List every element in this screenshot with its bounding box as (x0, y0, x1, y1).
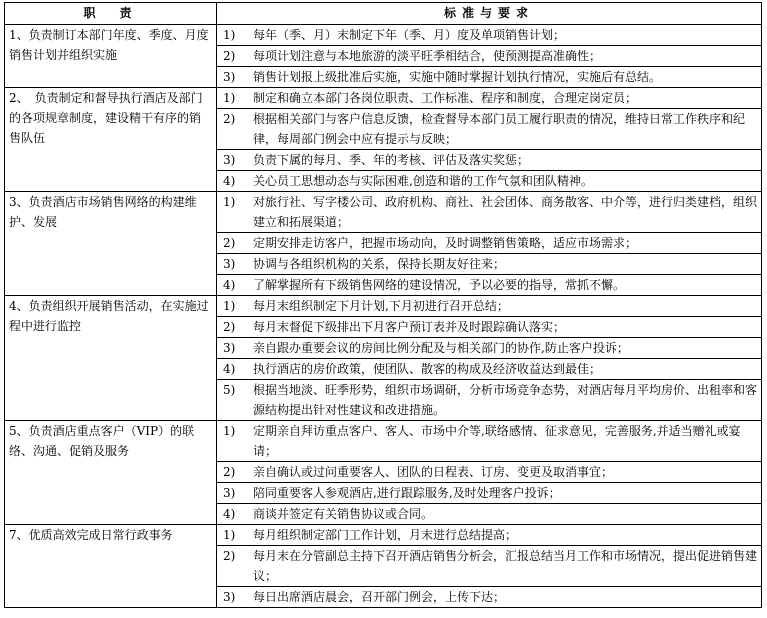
item-text: 根据相关部门与客户信息反馈，检查督导本部门员工履行职责的情况，维持日常工作秩序和纪律，每周部门例会中应有提示与反映； (253, 112, 746, 146)
item-number: 3) (223, 153, 236, 167)
list-item (217, 170, 761, 191)
item-text: 定期亲自拜访重点客户、客人、市场中介等,联络感情、征求意见，完善服务,并适当赠礼或宴请； (253, 424, 741, 458)
list-item (217, 45, 761, 66)
table-row (5, 525, 762, 608)
list-item (217, 337, 761, 358)
duty-cell: 5、负责酒店重点客户（VIP）的联络、沟通、促销及服务 (5, 421, 217, 525)
item-text: 每月末在分管副总主持下召开酒店销售分析会，汇报总结当月工作和市场情况，提出促进销售建议； (253, 549, 758, 583)
item-text: 销售计划报上级批准后实施，实施中随时掌握计划执行情况，实施后有总结。 (253, 70, 662, 84)
table-body (5, 25, 762, 608)
list-item (217, 421, 761, 461)
item-text: 每日出席酒店晨会，召开部门例会，上传下达； (253, 590, 506, 604)
table-row (5, 25, 762, 88)
list-item (217, 379, 761, 420)
item-number: 5) (223, 383, 236, 397)
table-row (5, 296, 762, 421)
item-text: 每月末组织制定下月计划,下月初进行召开总结； (253, 299, 509, 313)
duty-cell: 3、负责酒店市场销售网络的构建维护、发展 (5, 192, 217, 296)
item-number: 4) (223, 362, 236, 376)
item-number: 4) (223, 278, 236, 292)
table-row (5, 192, 762, 296)
item-text: 商谈并签定有关销售协议或合同。 (253, 507, 434, 521)
table-row (5, 421, 762, 525)
list-item (217, 192, 761, 232)
item-text: 根据当地淡、旺季形势，组织市场调研，分析市场竞争态势，对酒店每月平均房价、出租率和客源结构提出针对性建议和改进措施。 (253, 383, 758, 417)
item-text: 亲自确认或过问重要客人、团队的日程表、订房、变更及取消事宜； (253, 465, 614, 479)
item-number: 3) (223, 486, 236, 500)
list-item (217, 149, 761, 170)
item-number: 2) (223, 465, 236, 479)
standard-cell (217, 525, 762, 608)
list-item (217, 586, 761, 607)
item-text: 协调与各组织机构的关系，保持长期友好往来； (253, 257, 506, 271)
duty-standard-table (4, 2, 762, 608)
table-header-row (5, 3, 762, 25)
item-text: 制定和确立本部门各岗位职责、工作标准、程序和制度，合理定岗定员； (253, 91, 638, 105)
item-text: 每月末督促下级排出下月客户预订表并及时跟踪确认落实； (253, 320, 566, 334)
item-number: 2) (223, 236, 236, 250)
item-number: 1) (223, 195, 236, 209)
list-item (217, 358, 761, 379)
item-number: 2) (223, 320, 236, 334)
list-item (217, 545, 761, 586)
item-number: 3) (223, 341, 236, 355)
duty-cell: 1、负责制订本部门年度、季度、月度销售计划并组织实施 (5, 25, 217, 88)
item-number: 2) (223, 549, 236, 563)
list-item (217, 274, 761, 295)
item-text: 每月组织制定部门工作计划，月末进行总结提高； (253, 528, 518, 542)
item-number: 1) (223, 299, 236, 313)
item-number: 1) (223, 424, 236, 438)
list-item (217, 88, 761, 108)
item-number: 4) (223, 507, 236, 521)
header-standard: 标准与要求 (217, 3, 762, 25)
list-item (217, 66, 761, 87)
item-number: 1) (223, 91, 236, 105)
duty-cell: 7、优质高效完成日常行政事务 (5, 525, 217, 608)
table-row (5, 88, 762, 192)
list-item (217, 296, 761, 316)
item-text: 负责下属的每月、季、年的考核、评估及落实奖惩； (253, 153, 530, 167)
header-duty: 职 责 (5, 3, 217, 25)
list-item (217, 316, 761, 337)
list-item (217, 25, 761, 45)
list-item (217, 525, 761, 545)
item-text: 对旅行社、写字楼公司、政府机构、商社、社会团体、商务散客、中介等，进行归类建档，组织建立和拓展渠道； (253, 195, 758, 229)
standard-cell (217, 25, 762, 88)
item-number: 2) (223, 112, 236, 126)
list-item (217, 461, 761, 482)
item-text: 了解掌握所有下级销售网络的建设情况，予以必要的指导，常抓不懈。 (253, 278, 626, 292)
item-text: 每项计划注意与本地旅游的淡平旺季相结合，使预测提高准确性； (253, 49, 602, 63)
item-text: 每年（季、月）末制定下年（季、月）度及单项销售计划； (253, 28, 566, 42)
item-text: 关心员工思想动态与实际困难,创造和谐的工作气氛和团队精神。 (253, 174, 593, 188)
standard-cell (217, 88, 762, 192)
item-text: 执行酒店的房价政策，使团队、散客的构成及经济收益达到最佳； (253, 362, 602, 376)
duty-cell: 4、负责组织开展销售活动，在实施过程中进行监控 (5, 296, 217, 421)
duty-standard-document (4, 2, 761, 608)
item-number: 3) (223, 257, 236, 271)
list-item (217, 482, 761, 503)
standard-cell (217, 421, 762, 525)
list-item (217, 503, 761, 524)
list-item (217, 108, 761, 149)
item-number: 2) (223, 49, 236, 63)
item-text: 亲自跟办重要会议的房间比例分配及与相关部门的协作,防止客户投诉； (253, 341, 629, 355)
item-number: 3) (223, 590, 236, 604)
item-number: 4) (223, 174, 236, 188)
duty-cell: 2、 负责制定和督导执行酒店及部门的各项规章制度，建设精干有序的销售队伍 (5, 88, 217, 192)
list-item (217, 253, 761, 274)
item-number: 1) (223, 528, 236, 542)
item-number: 1) (223, 28, 236, 42)
item-number: 3) (223, 70, 236, 84)
list-item (217, 232, 761, 253)
standard-cell (217, 192, 762, 296)
item-text: 定期安排走访客户，把握市场动向，及时调整销售策略，适应市场需求； (253, 236, 638, 250)
standard-cell (217, 296, 762, 421)
item-text: 陪同重要客人参观酒店,进行跟踪服务,及时处理客户投诉； (253, 486, 561, 500)
